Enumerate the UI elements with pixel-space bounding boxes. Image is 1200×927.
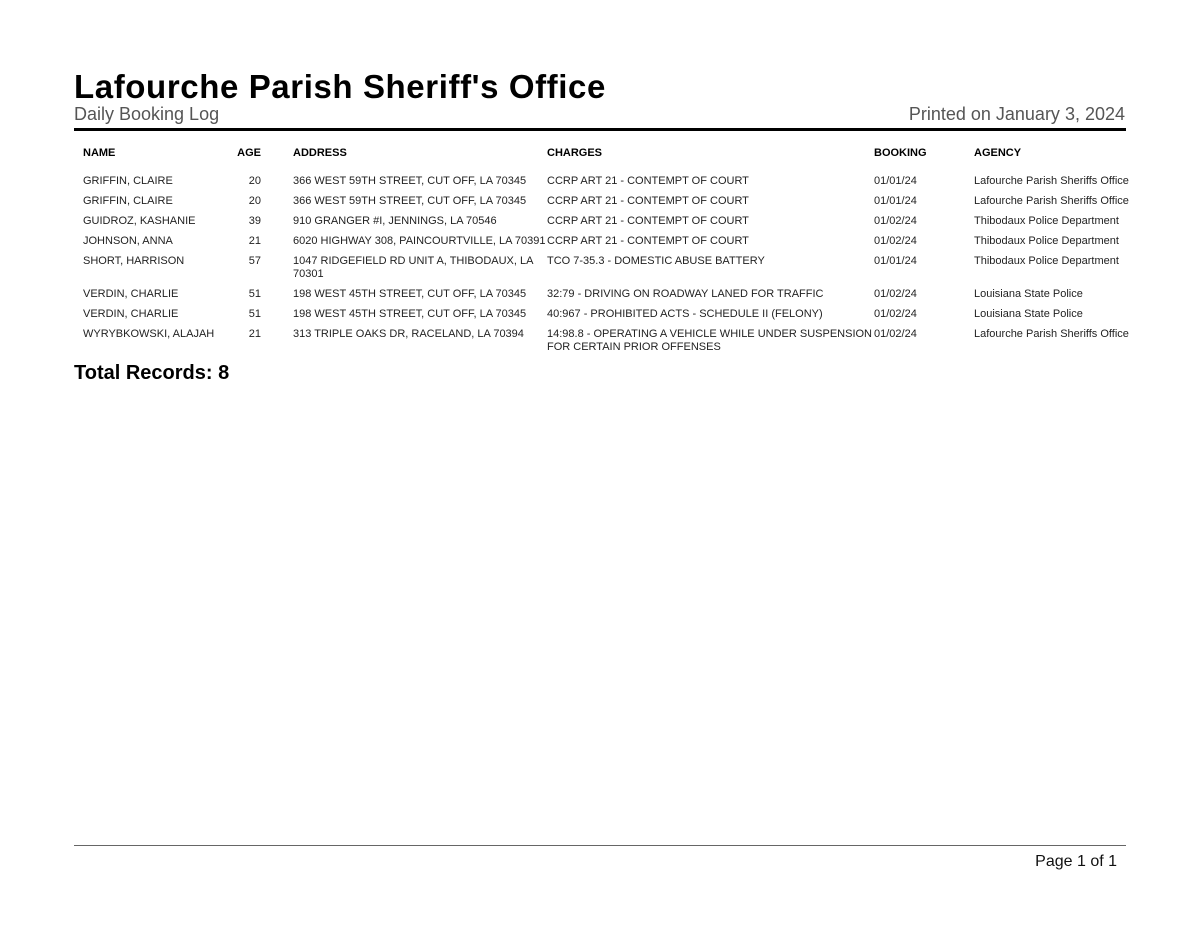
cell-name: VERDIN, CHARLIE — [83, 288, 179, 300]
table-header-row — [74, 147, 1134, 175]
column-header-name: NAME — [83, 147, 116, 159]
cell-agency: Thibodaux Police Department — [974, 235, 1119, 247]
column-header-age: AGE — [237, 147, 261, 159]
cell-age: 20 — [248, 175, 261, 187]
cell-address: 198 WEST 45TH STREET, CUT OFF, LA 70345 — [293, 308, 527, 320]
cell-charges: TCO 7-35.3 - DOMESTIC ABUSE BATTERY — [547, 255, 765, 267]
footer-divider — [74, 845, 1126, 846]
cell-booking: 01/01/24 — [874, 255, 917, 267]
table-row — [74, 328, 1134, 361]
report-page — [74, 0, 1129, 927]
column-header-agency: AGENCY — [974, 147, 1022, 159]
cell-booking: 01/02/24 — [874, 328, 917, 340]
cell-address: 313 TRIPLE OAKS DR, RACELAND, LA 70394 — [293, 328, 524, 340]
cell-address: 1047 RIDGEFIELD RD UNIT A, THIBODAUX, LA 70301 — [293, 255, 533, 280]
cell-name: WYRYBKOWSKI, ALAJAH — [83, 328, 215, 340]
cell-charges: CCRP ART 21 - CONTEMPT OF COURT — [547, 195, 749, 207]
column-header-booking: BOOKING — [874, 147, 927, 159]
cell-agency: Lafourche Parish Sheriffs Office — [974, 195, 1129, 207]
cell-name: GRIFFIN, CLAIRE — [83, 175, 173, 187]
table-row — [74, 175, 1134, 195]
cell-age: 51 — [248, 288, 261, 300]
table-row — [74, 195, 1134, 215]
table-row — [74, 255, 1134, 288]
column-header-address: ADDRESS — [293, 147, 347, 159]
table-row — [74, 288, 1134, 308]
report-title: Lafourche Parish Sheriff's Office — [74, 68, 606, 105]
cell-age: 51 — [248, 308, 261, 320]
cell-agency: Thibodaux Police Department — [974, 215, 1119, 227]
table-row — [74, 215, 1134, 235]
cell-address: 198 WEST 45TH STREET, CUT OFF, LA 70345 — [293, 288, 527, 300]
cell-agency: Louisiana State Police — [974, 288, 1083, 300]
cell-booking: 01/02/24 — [874, 288, 917, 300]
cell-agency: Lafourche Parish Sheriffs Office — [974, 175, 1129, 187]
cell-name: VERDIN, CHARLIE — [83, 308, 179, 320]
cell-age: 20 — [248, 195, 261, 207]
cell-charges: CCRP ART 21 - CONTEMPT OF COURT — [547, 175, 749, 187]
column-header-charges: CHARGES — [547, 147, 603, 159]
cell-agency: Louisiana State Police — [974, 308, 1083, 320]
cell-charges: 14:98.8 - OPERATING A VEHICLE WHILE UNDER SUSPENSION FOR CERTAIN PRIOR OFFENSES — [547, 328, 872, 353]
cell-address: 6020 HIGHWAY 308, PAINCOURTVILLE, LA 70391 — [293, 235, 546, 247]
printed-date: Printed on January 3, 2024 — [908, 104, 1125, 124]
report-subtitle: Daily Booking Log — [74, 104, 220, 124]
cell-age: 21 — [248, 235, 261, 247]
table-row — [74, 235, 1134, 255]
cell-address: 366 WEST 59TH STREET, CUT OFF, LA 70345 — [293, 175, 527, 187]
page-number: Page 1 of 1 — [1035, 853, 1117, 870]
cell-agency: Lafourche Parish Sheriffs Office — [974, 328, 1129, 340]
total-records: Total Records: 8 — [74, 362, 230, 384]
cell-name: JOHNSON, ANNA — [83, 235, 173, 247]
cell-age: 21 — [248, 328, 261, 340]
cell-age: 39 — [248, 215, 261, 227]
header-divider — [74, 128, 1126, 131]
booking-log-table — [74, 147, 1134, 361]
cell-address: 910 GRANGER #I, JENNINGS, LA 70546 — [293, 215, 497, 227]
cell-booking: 01/02/24 — [874, 308, 917, 320]
cell-booking: 01/02/24 — [874, 215, 917, 227]
cell-charges: CCRP ART 21 - CONTEMPT OF COURT — [547, 215, 749, 227]
cell-charges: 40:967 - PROHIBITED ACTS - SCHEDULE II (FELONY) — [547, 308, 823, 320]
cell-age: 57 — [248, 255, 261, 267]
cell-name: GRIFFIN, CLAIRE — [83, 195, 173, 207]
table-row — [74, 308, 1134, 328]
cell-charges: 32:79 - DRIVING ON ROADWAY LANED FOR TRAFFIC — [547, 288, 824, 300]
cell-name: SHORT, HARRISON — [83, 255, 185, 267]
cell-booking: 01/02/24 — [874, 235, 917, 247]
cell-charges: CCRP ART 21 - CONTEMPT OF COURT — [547, 235, 749, 247]
cell-booking: 01/01/24 — [874, 195, 917, 207]
cell-agency: Thibodaux Police Department — [974, 255, 1119, 267]
cell-name: GUIDROZ, KASHANIE — [83, 215, 196, 227]
cell-booking: 01/01/24 — [874, 175, 917, 187]
cell-address: 366 WEST 59TH STREET, CUT OFF, LA 70345 — [293, 195, 527, 207]
